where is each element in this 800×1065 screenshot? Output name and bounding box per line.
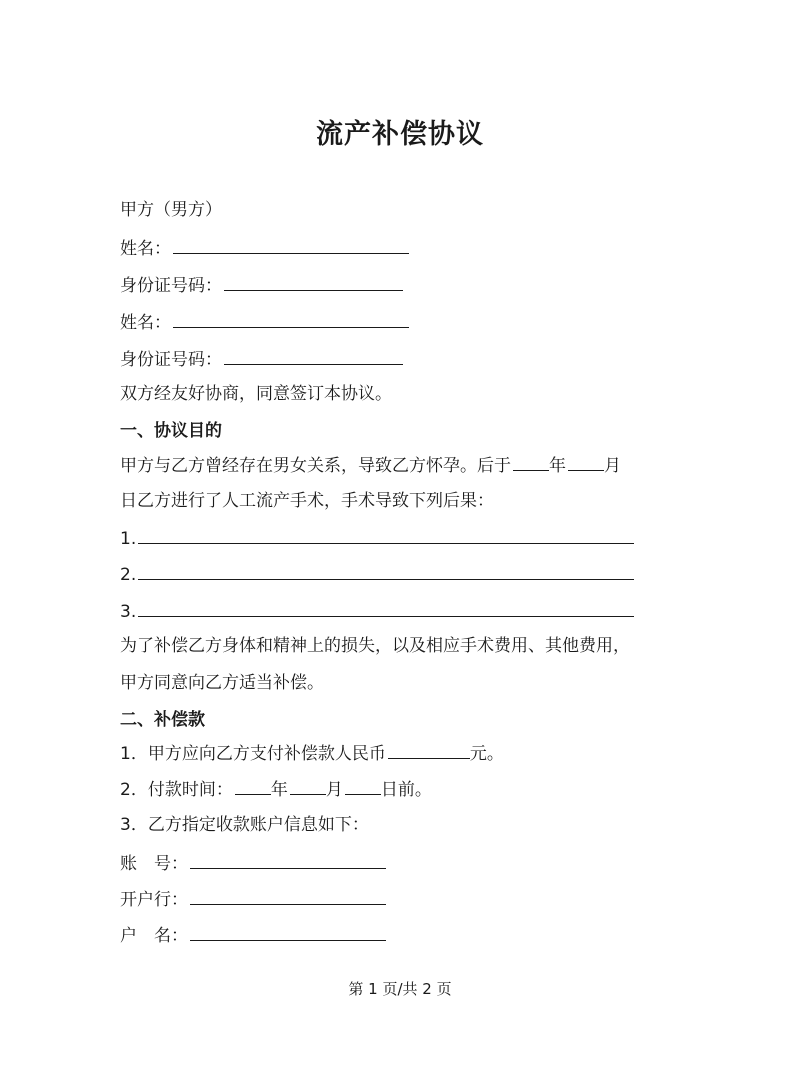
month-blank (568, 452, 604, 471)
name-label: 姓名： (120, 239, 171, 259)
month-blank (290, 776, 326, 795)
item-number: 3. (120, 602, 137, 622)
amount-blank (388, 740, 470, 759)
consequence-item-2 (120, 561, 634, 587)
id-label: 身份证号码： (120, 350, 222, 370)
id-field-row-1 (120, 272, 403, 298)
item-blank (138, 525, 634, 544)
name-blank (173, 235, 409, 254)
amount-text: 1．甲方应向乙方支付补偿款人民币 (120, 744, 386, 764)
holder-label: 户 名： (120, 926, 188, 946)
account-blank (190, 850, 386, 869)
section1-paragraph2-line-1: 为了补偿乙方身体和精神上的损失，以及相应手术费用、其他费用， (120, 636, 630, 656)
bank-row (120, 886, 386, 912)
day-blank (345, 776, 381, 795)
name-label: 姓名： (120, 313, 171, 333)
payment-time-label: 2．付款时间： (120, 780, 233, 800)
year-blank (235, 776, 271, 795)
day-label: 日前。 (380, 780, 432, 800)
bank-blank (190, 886, 386, 905)
account-info-line: 3．乙方指定收款账户信息如下： (120, 815, 369, 835)
account-number-row (120, 850, 386, 876)
name-blank (173, 309, 409, 328)
payment-time-line (120, 776, 432, 802)
month-label: 月 (604, 456, 621, 476)
compensation-amount-line (120, 740, 504, 766)
item-blank (138, 561, 634, 580)
account-holder-row (120, 922, 386, 948)
month-label: 月 (325, 780, 343, 800)
agreement-line: 双方经友好协商，同意签订本协议。 (120, 384, 392, 404)
consequence-item-3 (120, 598, 634, 624)
id-field-row-2 (120, 346, 403, 372)
document-title: 流产补偿协议 (316, 119, 484, 150)
id-blank (224, 346, 403, 365)
page-footer: 第 1 页/共 2 页 (348, 980, 452, 998)
section1-text-a: 甲方与乙方曾经存在男女关系，导致乙方怀孕。后于 (120, 456, 511, 476)
year-label: 年 (270, 780, 288, 800)
id-label: 身份证号码： (120, 276, 222, 296)
amount-unit: 元。 (469, 744, 504, 764)
account-label: 账 号： (120, 854, 188, 874)
year-label: 年 (549, 456, 566, 476)
bank-label: 开户行： (120, 890, 188, 910)
section2-heading: 二、补偿款 (120, 710, 205, 730)
item-number: 1. (120, 529, 137, 549)
section1-paragraph-line-1 (120, 452, 621, 478)
year-blank (513, 452, 549, 471)
name-field-row-2 (120, 309, 409, 335)
item-blank (138, 598, 634, 617)
item-number: 2. (120, 565, 137, 585)
party-a-label: 甲方（男方） (120, 200, 222, 220)
section1-heading: 一、协议目的 (120, 421, 222, 441)
id-blank (224, 272, 403, 291)
section1-paragraph2-line-2: 甲方同意向乙方适当补偿。 (120, 673, 324, 693)
section1-paragraph-line-2: 日乙方进行了人工流产手术，手术导致下列后果： (120, 491, 494, 511)
consequence-item-1 (120, 525, 634, 551)
holder-blank (190, 922, 386, 941)
name-field-row-1 (120, 235, 409, 261)
